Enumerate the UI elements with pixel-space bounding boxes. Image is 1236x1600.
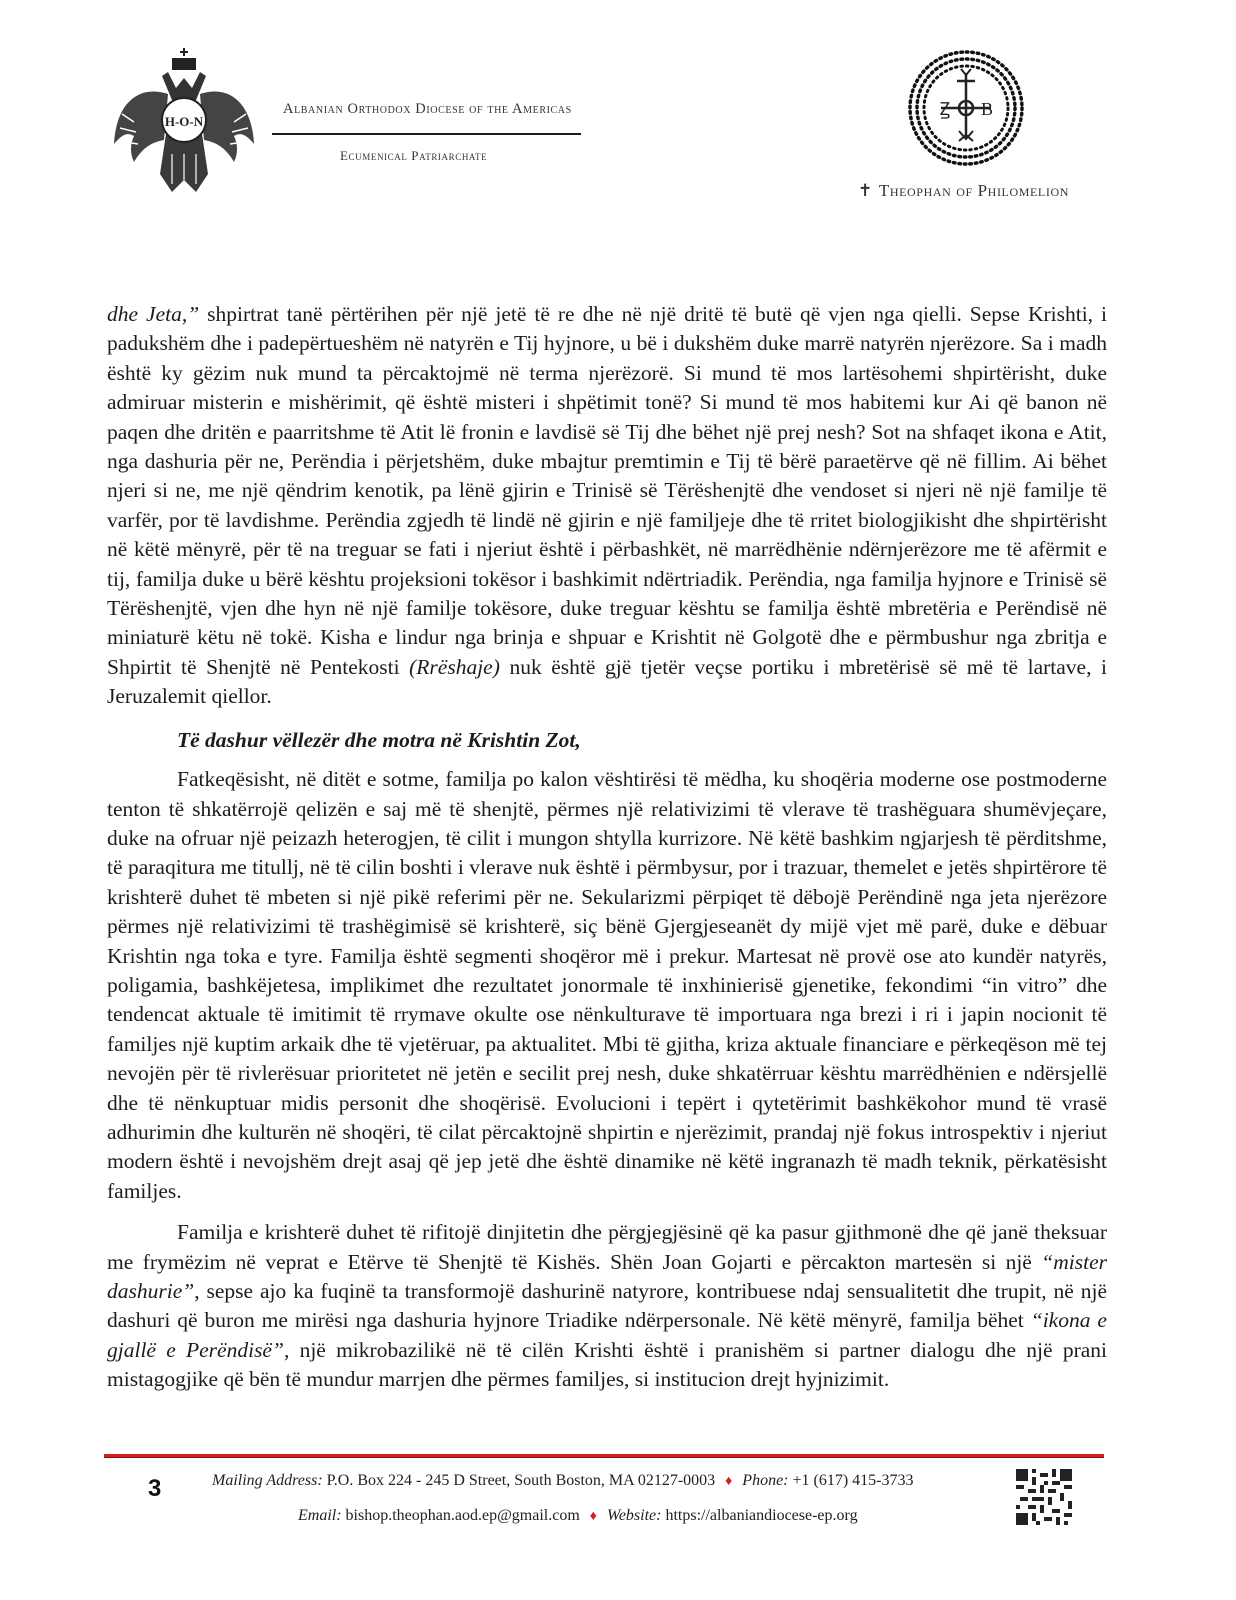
bishop-signature-line: [858, 181, 1069, 201]
paragraph-3-quote-2: “ikona e gjallë e Perëndisë”: [107, 1308, 1107, 1362]
mailing-address-label: Mailing Address:: [212, 1472, 323, 1489]
paragraph-3-quote-1: “mister dashurie”: [107, 1249, 1107, 1303]
paragraph-3-text-end: , një mikrobazilikë në të cilën Krishti është i pranishëm si partner dialogu dhe një prani mistagogjike që bën të mundur marrjen dhe përmes familjes, si institucion drejt hyjnizimit.: [107, 1337, 1107, 1392]
seal-letter-right: B: [980, 99, 994, 119]
paragraph-1: [107, 300, 1107, 712]
paragraph-1-text-end: nuk është gjë tjetër veçse portiku i mbretërisë së më të lartave, i Jeruzalemit qiellor.: [107, 654, 1107, 709]
double-headed-eagle-icon: [108, 44, 260, 194]
footer-contact-line-2: [298, 1507, 858, 1525]
footer-divider: [104, 1454, 1104, 1458]
paragraph-2: Fatkeqësisht, në ditët e sotme, familja po kalon vështirësi të mëdha, ku shoqëria moderne ose postmoderne tenton të shkatërrojë qelizën e saj më të shenjtë, përmes një relativizimi të vlerave të trashëguara shumëvjeçare, duke na ofruar një peizazh heterogjen, të cilit i mungon shtylla kurrizore. Në këtë bashkim ngjarjesh të përditshme, të paraqitura me titullj, në të cilin boshti i vlerave nuk është i përmbysur, por i trazuar, themelet e jetës shpirtërore të krishterë duhet të mbeten si një pikë referimi për ne. Sekularizmi përpiqet të dëbojë Perëndinë nga jeta njerëzore përmes një relativizimi të trashëgimisë së krishterë, siç bënë Gjergjeseanët dy mijë vjet më parë, duke e dëbuar Krishtin nga toka e tyre. Familja është segmenti shoqëror më i prekur. Martesat në provë ose ato kundër natyrës, poligamia, bashkëjetesa, implikimet dhe rezultatet jonormale të inxhinierisë gjenetike, fekondimi “in vitro” dhe tendencat aktuale të imitimit të rrymave okulte ose nënkulturave të importuara nga brezi i ri i japin nocionit të familjes një kuptim arkaik dhe të vjetëruar, pa aktualitet. Mbi të gjitha, kriza aktuale financiare e përkeqëson më tej nevojën për të rivlerësuar prioritetet në jetën e secilit prej nesh, duke shkatërruar kështu marrëdhënien e ndërsjellë dhe të nënkuptuar midis personit dhe shoqërisë. Evolucioni i tepërt i qytetërimit bashkëkohor mund të vrasë adhurimin dhe kulturën në shoqëri, të cilat përcaktojnë shpirtin e njerëzimit, prandaj një fokus introspektiv i njeriut modern është i nevojshëm drejt asaj që jep jetë dhe është dinamike në këtë ingranazh të madh teknik, përkatësisht familjes.: [107, 767, 1107, 1203]
paragraph-1-italic-term: (Rrëshaje): [409, 654, 500, 679]
paragraph-3-text-mid: , sepse ajo ka fuqinë ta transformojë dashurinë natyrore, kontribuese ndaj sensualitetit dhe trupit, në një dashuri që buron me mirësi nga dashuria hyjnore Triadike ndërpersonale. Në këtë mënyrë, familja bëhet: [107, 1279, 1107, 1333]
paragraph-1-lead-quote: dhe Jeta,”: [107, 302, 200, 326]
bishop-name: Theophan of Philomelion: [878, 181, 1069, 200]
website-label: Website:: [606, 1507, 662, 1524]
salutation-heading: Të dashur vëllezër dhe motra në Krishtin Zot,: [177, 727, 581, 752]
phone-number[interactable]: +1 (617) 415-3733: [788, 1472, 914, 1489]
patriarchate-name: Ecumenical Patriarchate: [340, 148, 488, 163]
email-label: Email:: [298, 1507, 342, 1524]
diamond-separator-icon: ♦: [589, 1509, 597, 1524]
svg-text:H-O-N: H-O-N: [164, 114, 204, 129]
website-link[interactable]: https://albaniandiocese-ep.org: [661, 1507, 858, 1524]
email-link[interactable]: bishop.theophan.aod.ep@gmail.com: [341, 1507, 580, 1524]
footer-contact-line-1: [212, 1472, 914, 1490]
episcopal-monogram-seal-icon: [905, 47, 1027, 169]
phone-label: Phone:: [742, 1472, 789, 1489]
page-number: 3: [148, 1475, 162, 1502]
seal-letter-left: Ꙁ: [939, 99, 951, 119]
paragraph-3-text: Familja e krishterë duhet të rifitojë dinjitetin dhe përgjegjësinë që ka pasur gjithmonë dhe që janë theksuar me frymëzim në veprat e Etërve të Shenjtë të Kishës. Shën Joan Gojarti e përcakton martesën si një: [107, 1220, 1107, 1274]
diamond-separator-icon: ♦: [725, 1474, 733, 1489]
paragraph-1-text: shpirtrat tanë përtërihen për një jetë të re dhe në një dritë të butë që vjen nga qielli. Sepse Krishti, i padukshëm dhe i padepërtueshëm në natyrën e Tij hyjnore, u bë i dukshëm duke marrë natyrën njerëzore. Sa i madh është ky gëzim nuk mund ta përcaktojmë në terma njerëzorë. Si mund të mos lartësohemi shpirtërisht, duke admiruar misterin e mishërimit, që është misteri i shpëtimit tonë? Si mund të mos habitemi kur Ai që banon në paqen dhe dritën e paarritshme të Atit lë fronin e lavdisë së Tij dhe bëhet një prej nesh? Sot na shfaqet ikona e Atit, nga dashuria për ne, Perëndia i përjetshëm, duke mbajtur premtimin e Tij të bërë paraetërve që në fillim. Ai bëhet njeri si ne, me një qëndrim kenotik, pa lënë gjirin e Trinisë së Tërëshenjtë dhe vendoset si njeri në një familje të varfër, por të lavdishme. Perëndia zgjedh të lindë në gjirin e një familjeje dhe të rritet biologjikisht dhe shpirtërisht në këtë mënyrë, për të na treguar se fati i njeriut është i përbashkët, në marrëdhënie ndërnjerëzore me të afërmit e tij, familja duke u bërë kështu projeksioni tokësor i bashkimit ndërtriadik. Perëndia, nga familja hyjnore e Trinisë së Tërëshenjtë, vjen dhe hyn në një familje tokësore, duke treguar kështu se familja është mbretëria e Perëndisë në miniaturë këtu në tokë. Kisha e lindur nga brinja e shpuar e Krishtit në Golgotë dhe e përmbushur nga zbritja e Shpirtit të Shenjtë në Pentekosti: [107, 302, 1108, 679]
header-divider: [272, 133, 581, 135]
diocese-name: Albanian Orthodox Diocese of the Americas: [283, 101, 572, 117]
qr-code-icon[interactable]: [1016, 1468, 1072, 1526]
paragraph-3: [107, 1218, 1107, 1394]
cross-icon: ✝: [858, 181, 873, 200]
letter-body: [107, 300, 1107, 1395]
mailing-address: P.O. Box 224 - 245 D Street, South Boston, MA 02127-0003: [322, 1472, 716, 1489]
